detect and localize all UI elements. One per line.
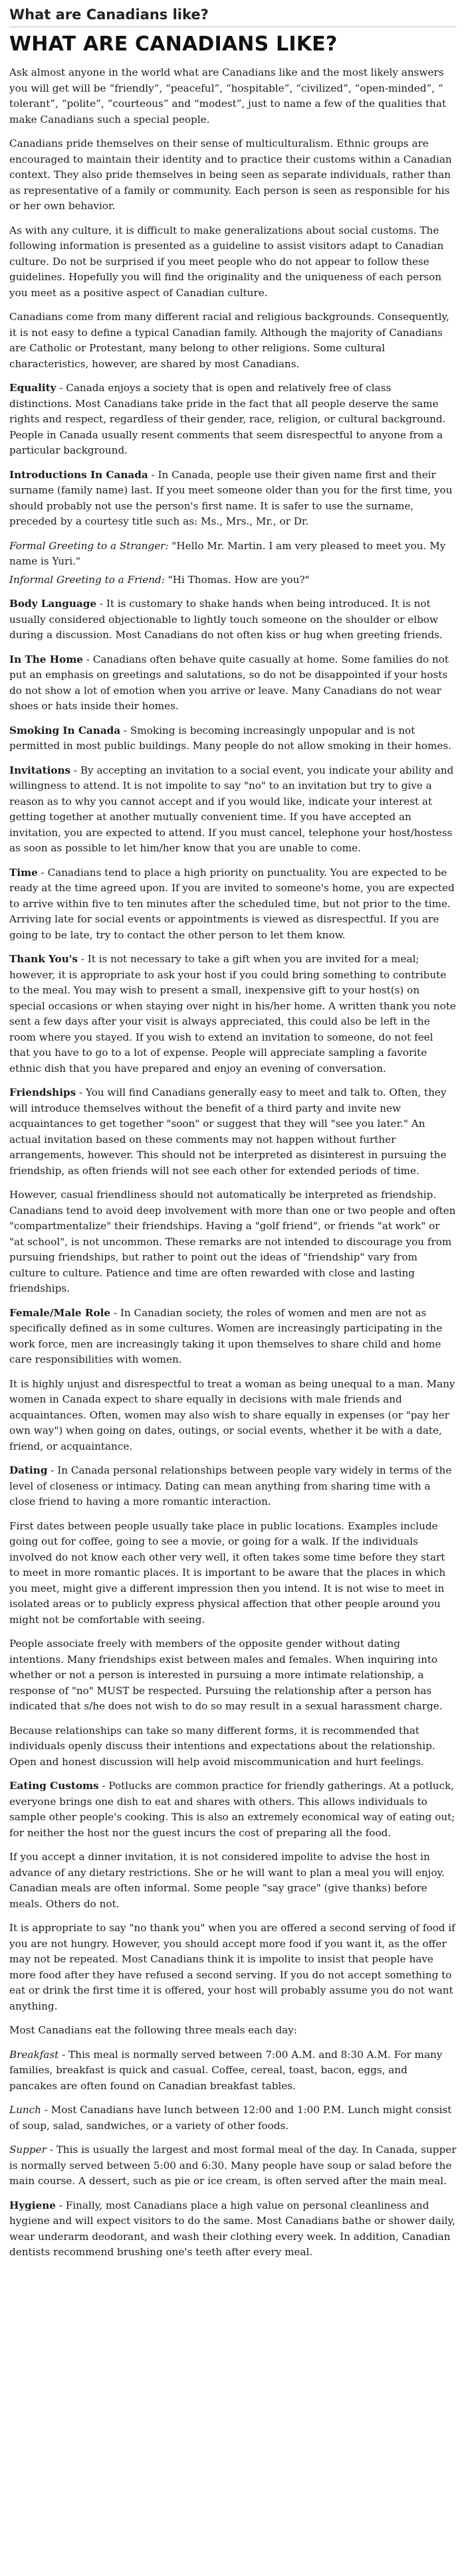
paragraph-text: - Potlucks are common practice for friendly gatherings. At a potluck, everyone brings one dish to eat and shares with others. This allows individuals to sample other people's cooking. This is also an extremely economical way of eating out; for neither the host nor the guest incurs the cost of preparing all the food. bbox=[9, 1780, 455, 1839]
greeting-label: Formal Greeting to a Stranger: bbox=[9, 539, 169, 552]
paragraph-text: - By accepting an invitation to a social event, you indicate your ability and willingness to attend. It is not impolite to say "no" to an invitation but try to give a reason as to why you cannot accept and if you would like, indicate your interest at getting together at another mutually convenient time. If you have accepted an invitation, you are expected to attend. If you must cancel, telephone your host/hostess as soon as possible to let him/her know that you are unable to come. bbox=[9, 764, 454, 854]
section-term: Time bbox=[9, 866, 38, 879]
paragraph bbox=[9, 136, 457, 215]
paragraph bbox=[9, 596, 457, 644]
section-term: Thank You's bbox=[9, 953, 78, 965]
meal-label: Supper bbox=[9, 2144, 47, 2156]
paragraph-text: However, casual friendliness should not automatically be interpreted as friendship. Canadians tend to avoid deep involvement with more than one or two people and often "compartmentalize" their friendships. Having a "golf friend", or friends "at work" or "at school", is not uncommon. These remarks are not intended to discourage you from pursuing friendships, but rather to point out the ideas of "friendship" vary from culture to culture. Patience and time are often rewarded with close and lasting friendships. bbox=[9, 1189, 456, 1294]
paragraph-text: It is highly unjust and disrespectful to treat a woman as being unequal to a man. Many women in Canada expect to share equally in decisions with male friends and acquaintances. Often, women may also wish to share equally in expenses (or "pay her own way") when going on dates, outings, or social events, whether it be with a date, friend, or acquaintance. bbox=[9, 1377, 455, 1452]
paragraph-text: - Finally, most Canadians place a high value on personal cleanliness and hygiene and will expect visitors to do the same. Most Canadians bathe or shower daily, wear underarm deodorant, and wash their clothing every week. In addition, Canadian dentists recommend brushing one's teeth after every meal. bbox=[9, 2199, 455, 2258]
greeting-text: "Hello Mr. Martin. I am very pleased to meet you. My name is Yuri." bbox=[9, 539, 446, 567]
section-term: Invitations bbox=[9, 764, 71, 776]
section-term: Introductions In Canada bbox=[9, 468, 148, 481]
paragraph-text: - You will find Canadians generally easy to meet and talk to. Often, they will introduce themselves without the benefit of a third party and invite new acquaintances to get together "soon" or suggest that they will "see you later." An actual invitation based on these comments may not happen without further arrangements, however. This should not be interpreted as disinterest in pursuing the friendship, as often friends will not see each other for extended periods of time. bbox=[9, 1086, 447, 1177]
paragraph bbox=[9, 865, 457, 944]
meal-label: Lunch bbox=[9, 2104, 41, 2116]
paragraph-text: - This is usually the largest and most formal meal of the day. In Canada, supper is normally served between 5:00 and 6:30. Many people have soup or salad before the main course. A dessert, such as pie or ice cream, is often served after the main meal. bbox=[9, 2144, 457, 2187]
paragraph bbox=[9, 1306, 457, 1368]
paragraph bbox=[9, 381, 457, 459]
paragraph bbox=[9, 2142, 457, 2190]
paragraph-text: Most Canadians eat the following three meals each day: bbox=[9, 2024, 297, 2036]
paragraph-text: Ask almost anyone in the world what are Canadians like and the most likely answers you will get will be “friendly”, “peaceful”, “hospitable”, “civilized”, “open-minded”, “ tolerant”, “polite”, “courteous” and “modest”, just to name a few of the qualities that make Canadians such a special people. bbox=[9, 66, 446, 126]
greeting-example bbox=[9, 539, 457, 570]
paragraph bbox=[9, 1463, 457, 1510]
meal-label: Breakfast bbox=[9, 2048, 59, 2061]
paragraph-text: As with any culture, it is difficult to make generalizations about social customs. The following information is presented as a guideline to assist visitors adapt to Canadian culture. Do not be surprised if you meet people who do not appear to follow these guidelines. Hopefully you will find the originality and the uniqueness of each person you meet as a positive aspect of Canadian culture. bbox=[9, 224, 444, 299]
paragraph-text: If you accept a dinner invitation, it is not considered impolite to advise the host in advance of any dietary restrictions. She or he will want to plan a meal you will enjoy. Canadian meals are often informal. Some people "say grace" (give thanks) before meals. Others do not. bbox=[9, 1851, 445, 1910]
paragraph bbox=[9, 2023, 457, 2039]
paragraph bbox=[9, 1377, 457, 1455]
paragraph bbox=[9, 652, 457, 715]
paragraph bbox=[9, 65, 457, 128]
paragraph bbox=[9, 1921, 457, 2014]
paragraph-text: - Canadians tend to place a high priority on punctuality. You are expected to be ready at the time agreed upon. If you are invited to someone's home, you are expected to arrive within five to ten minutes after the scheduled time, but not prior to the time. Arriving late for social events or appointments is viewed as disrespectful. If you are going to be late, try to contact the other person to let them know. bbox=[9, 866, 455, 941]
paragraph bbox=[9, 1085, 457, 1179]
paragraph-text: - It is customary to shake hands when being introduced. It is not usually considered objectionable to lightly touch someone on the shoulder or elbow during a discussion. Most Canadians do not often kiss or hug when greeting friends. bbox=[9, 598, 443, 641]
paragraph bbox=[9, 952, 457, 1076]
paragraph bbox=[9, 2198, 457, 2261]
paragraph-text: - It is not necessary to take a gift when you are invited for a meal; however, it is appropriate to ask your host if you could bring something to contribute to the meal. You may wish to present a small, inexpensive gift to your host(s) on special occasions or when staying over night in his/her home. A written thank you note sent a few days after your visit is always appreciated, this could also be left in the room where you stayed. If you wish to extend an invitation to someone, do not feel that you have to go to a lot of expense. People will appreciate sampling a favorite ethnic dish that you have prepared and enjoy an evening of conversation. bbox=[9, 953, 456, 1074]
greeting-label: Informal Greeting to a Friend: bbox=[9, 573, 165, 586]
paragraph-text: - Canada enjoys a society that is open and relatively free of class distinctions. Most Canadians take pride in the fact that all people deserve the same rights and respect, regardless of their gender, race, religion, or cultural background. People in Canada usually resent comments that seem disrespectful to anyone from a particular background. bbox=[9, 382, 446, 456]
paragraph-text: - In Canada personal relationships between people vary widely in terms of the level of closeness or intimacy. Dating can mean anything from sharing time with a close friend to having a more romantic interaction. bbox=[9, 1464, 452, 1507]
paragraph bbox=[9, 1723, 457, 1770]
paragraph bbox=[9, 1636, 457, 1715]
paragraph-text: - Most Canadians have lunch between 12:00 and 1:00 P.M. Lunch might consist of soup, salad, sandwiches, or a variety of other foods. bbox=[9, 2104, 452, 2132]
paragraph bbox=[9, 1187, 457, 1297]
paragraph-text: Canadians pride themselves on their sense of multiculturalism. Ethnic groups are encouraged to maintain their identity and to practice their customs within a Canadian context. They also pride themselves in being seen as separate individuals, rather than as representative of a family or community. Each person is seen as responsible for his or her own behavior. bbox=[9, 137, 452, 212]
section-term: Female/Male Role bbox=[9, 1306, 111, 1319]
paragraph-text: Canadians come from many different racial and religious backgrounds. Consequently, it is not easy to define a typical Canadian family. Although the majority of Canadians are Catholic or Protestant, many belong to other religions. Some cultural characteristics, however, are shared by most Canadians. bbox=[9, 311, 449, 370]
section-term: Body Language bbox=[9, 598, 97, 610]
page-title: WHAT ARE CANADIANS LIKE? bbox=[9, 33, 338, 56]
paragraph-text: - In Canadian society, the roles of women and men are not as specifically defined as in some cultures. Women are increasingly participating in the work force, men are increasingly taking it upon themselves to share child and home care responsibilities with women. bbox=[9, 1306, 443, 1365]
paragraph-text: - Smoking is becoming increasingly unpopular and is not permitted in most public buildings. Many people do not allow smoking in their homes. bbox=[9, 724, 452, 752]
window-title: What are Canadians like? bbox=[9, 7, 457, 27]
section-term: Smoking In Canada bbox=[9, 724, 121, 736]
paragraph bbox=[9, 763, 457, 857]
section-term: Eating Customs bbox=[9, 1780, 99, 1792]
paragraph-text: It is appropriate to say "no thank you" when you are offered a second serving of food if you are not hungry. However, you should accept more food if you want it, as the offer may not be repeated. Most Canadians think it is impolite to insist that people have more food after they have refused a second serving. If you do not accept something to eat or drink the first time it is offered, your host will probably assume you do not want anything. bbox=[9, 1922, 455, 2012]
paragraph-text: - In Canada, people use their given name first and their surname (family name) last. If you meet someone older than you for the first time, you should probably not use the person's first name. It is safer to use the surname, preceded by a courtesy title such as: Ms., Mrs., Mr., or Dr. bbox=[9, 468, 453, 527]
paragraph-text: Because relationships can take so many different forms, it is recommended that individuals openly discuss their intentions and expectations about the relationship. Open and honest discussion will help avoid miscommunication and hurt feelings. bbox=[9, 1724, 435, 1768]
paragraph bbox=[9, 309, 457, 372]
article-body bbox=[9, 65, 457, 2261]
paragraph bbox=[9, 723, 457, 754]
paragraph bbox=[9, 1778, 457, 1841]
section-term: Equality bbox=[9, 382, 57, 394]
section-term: Friendships bbox=[9, 1086, 76, 1098]
paragraph bbox=[9, 223, 457, 301]
greeting-example bbox=[9, 572, 457, 588]
greeting-text: "Hi Thomas. How are you?" bbox=[164, 573, 310, 586]
section-term: In The Home bbox=[9, 653, 83, 665]
paragraph bbox=[9, 468, 457, 530]
paragraph bbox=[9, 1849, 457, 1912]
paragraph bbox=[9, 2103, 457, 2134]
paragraph-text: First dates between people usually take place in public locations. Examples include going out for coffee, going to see a movie, or going for a walk. If the individuals involved do not know each other very well, it often takes some time before they start to meet in more romantic places. It is important to be aware that the places in which you meet, might give a different impression then you intend. It is not wise to meet in isolated areas or to publicly express physical affection that other people around you might not be comfortable with seeing. bbox=[9, 1519, 446, 1626]
paragraph bbox=[9, 1519, 457, 1628]
paragraph-text: - Canadians often behave quite casually at home. Some families do not put an emphasis on greetings and salutations, so do not be disappointed if your hosts do not show a lot of emotion when you arrive or leave. Many Canadians do not wear shoes or hats inside their homes. bbox=[9, 653, 449, 712]
paragraph bbox=[9, 2047, 457, 2095]
paragraph-text: - This meal is normally served between 7:00 A.M. and 8:30 A.M. For many families, breakfast is quick and casual. Coffee, cereal, toast, bacon, eggs, and pancakes are often found on Canadian breakfast tables. bbox=[9, 2048, 443, 2092]
section-term: Hygiene bbox=[9, 2199, 56, 2211]
paragraph-text: People associate freely with members of the opposite gender without dating intentions. Many friendships exist between males and females. When inquiring into whether or not a person is interested in pursuing a more intimate relationship, a response of "no" MUST be respected. Pursuing the relationship after a person has indicated that s/he does not wish to do so may result in a sexual harassment charge. bbox=[9, 1638, 443, 1712]
section-term: Dating bbox=[9, 1464, 48, 1476]
